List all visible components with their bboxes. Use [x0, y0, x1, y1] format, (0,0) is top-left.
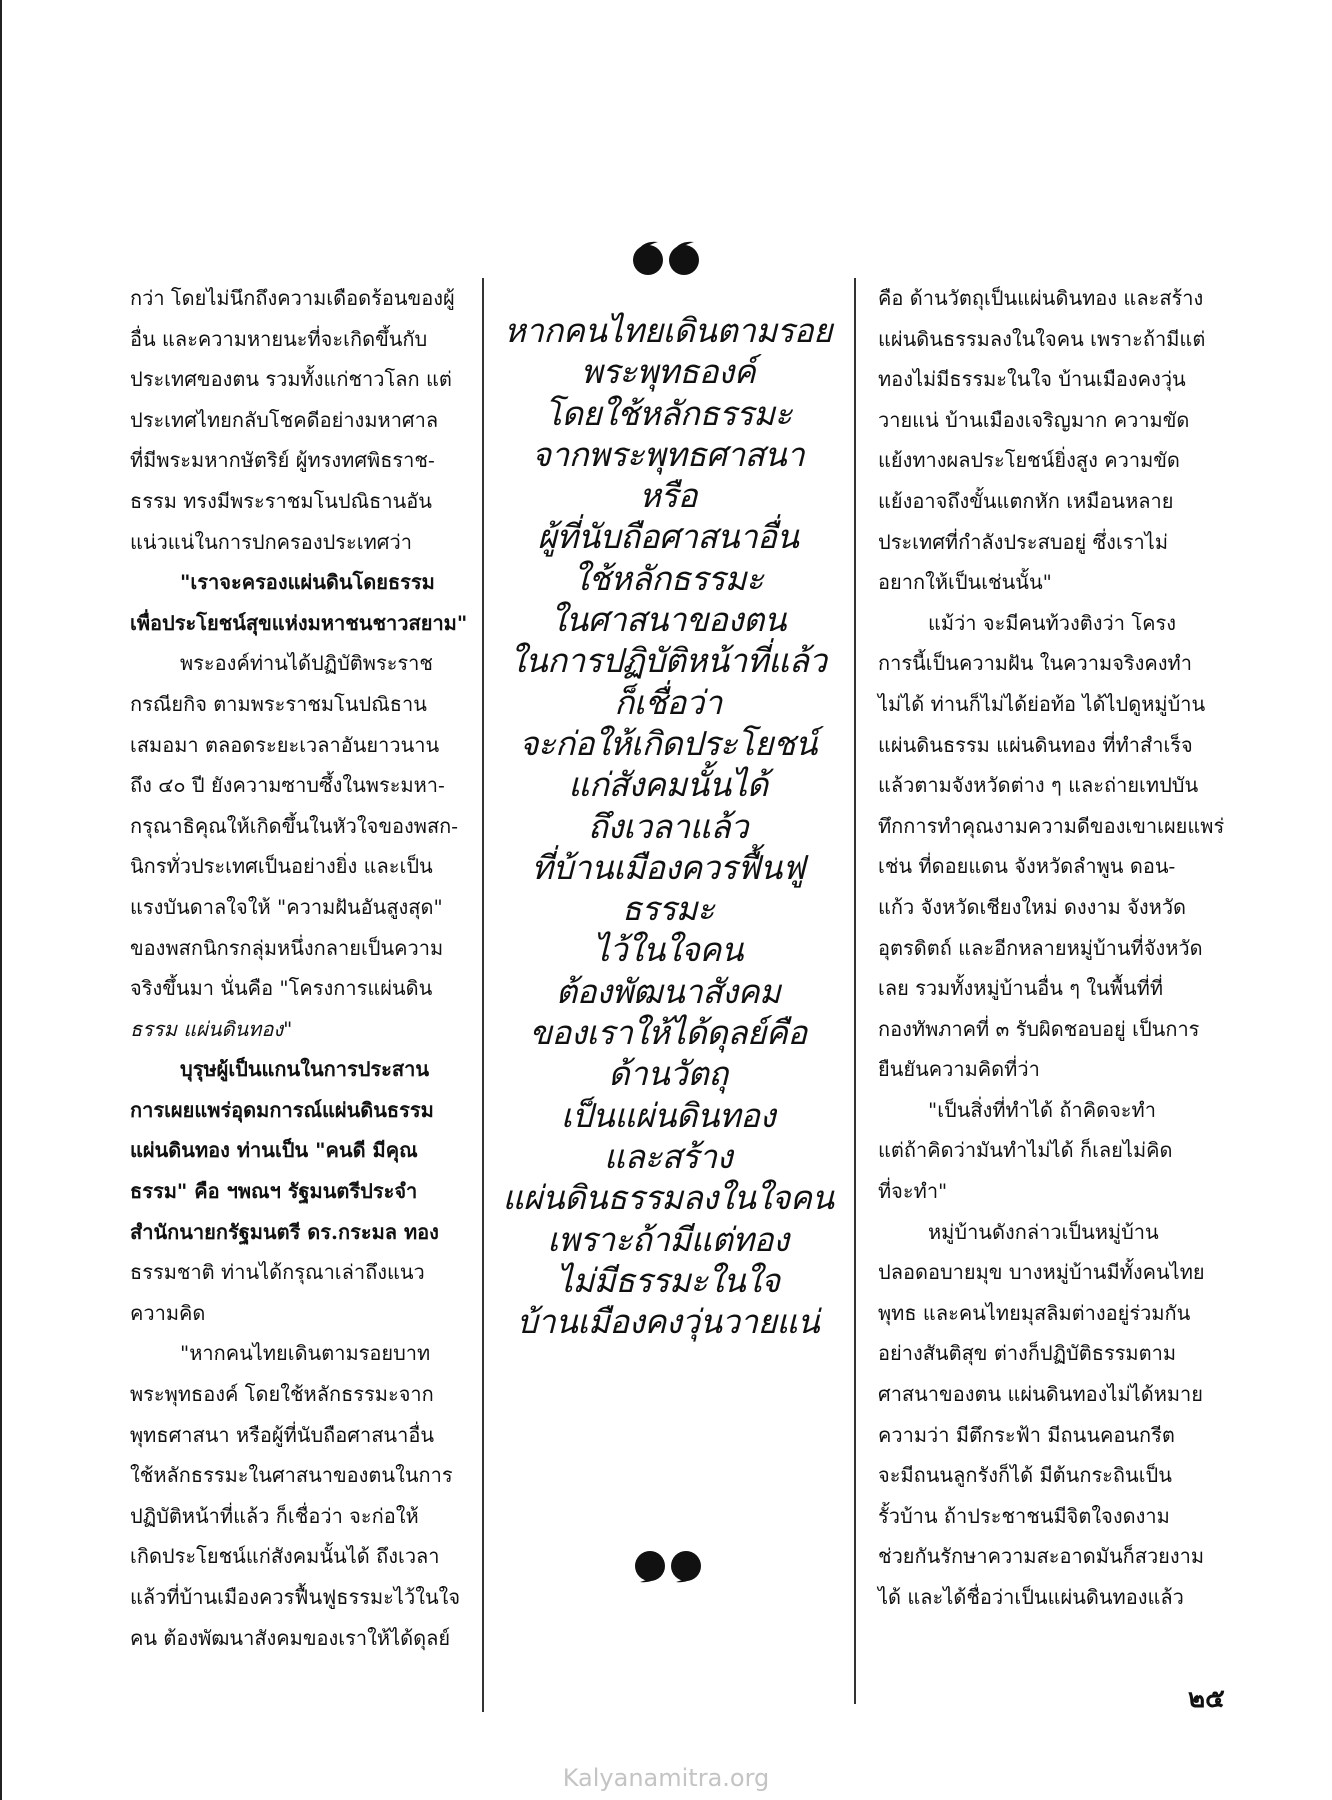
pull-quote-line: ถึงเวลาแล้ว: [587, 806, 749, 846]
column-divider-right: [854, 278, 856, 1704]
text-line: พุทธศาสนา หรือผู้ที่นับถือศาสนาอื่น: [130, 1422, 435, 1447]
text-line: เสมอมา ตลอดระยะเวลาอันยาวนาน: [130, 732, 440, 757]
text-line: เพื่อประโยชน์สุขแห่งมหาชนชาวสยาม": [130, 610, 468, 635]
pull-quote-line: ผู้ที่นับถือศาสนาอื่น: [537, 517, 799, 557]
text-line: แน่วแน่ในการปกครองประเทศว่า: [130, 529, 412, 554]
text-line: ความว่า มีตึกระฟ้า มีถนนคอนกรีต: [878, 1422, 1175, 1447]
text-line: พระองค์ท่านได้ปฏิบัติพระราช: [180, 651, 433, 676]
text-line: ความคิด: [130, 1300, 206, 1325]
pull-quote-line: หรือ: [639, 476, 697, 516]
text-line: เลย รวมทั้งหมู่บ้านอื่น ๆ ในพื้นที่ที่: [878, 976, 1164, 1001]
text-line: กรณียกิจ ตามพระราชมโนปณิธาน: [130, 691, 427, 716]
pull-quote: [482, 310, 854, 1342]
text-line: "เราจะครองแผ่นดินโดยธรรม: [180, 570, 435, 595]
text-line: อื่น และความหายนะที่จะเกิดขึ้นกับ: [130, 326, 428, 351]
close-quote-icon: [628, 1548, 708, 1588]
text-line: วายแน่ บ้านเมืองเจริญมาก ความขัด: [878, 407, 1190, 432]
pull-quote-line: ในศาสนาของตน: [550, 600, 786, 640]
pull-quote-line: บ้านเมืองคงวุ่นวายแน่: [516, 1302, 820, 1342]
text-line: พระพุทธองค์ โดยใช้หลักธรรมะจาก: [130, 1382, 434, 1407]
text-line: "เป็นสิ่งที่ทำได้ ถ้าคิดจะทำ: [928, 1097, 1156, 1122]
pull-quote-line: หากคนไทยเดินตามรอย: [504, 311, 832, 350]
page-edge-line: [0, 0, 2, 1800]
text-line: ที่มีพระมหากษัตริย์ ผู้ทรงทศพิธราช-: [130, 448, 435, 473]
text-line: แผ่นดินทอง ท่านเป็น "คนดี มีคุณ: [130, 1138, 418, 1163]
text-line: เช่น ที่ดอยแดน จังหวัดลำพูน ดอน-: [878, 854, 1176, 879]
text-line: ทองไม่มีธรรมะในใจ บ้านเมืองคงวุ่น: [878, 367, 1186, 392]
pull-quote-line: จากพระพุทธศาสนา: [531, 434, 805, 474]
text-line: ประเทศที่กำลังประสบอยู่ ซึ่งเราไม่: [878, 529, 1168, 554]
text-line: แย้งทางผลประโยชน์ยิ่งสูง ความขัด: [878, 448, 1180, 473]
text-line: ประเทศของตน รวมทั้งแก่ชาวโลก แต่: [130, 367, 452, 392]
text-line: แต่ถ้าคิดว่ามันทำไม่ได้ ก็เลยไม่คิด: [878, 1138, 1173, 1163]
open-quote-icon: [628, 236, 708, 276]
text-line: เกิดประโยชน์แก่สังคมนั้นได้ ถึงเวลา: [130, 1544, 440, 1569]
pull-quote-line: แผ่นดินธรรมลงในใจคน: [502, 1178, 834, 1218]
text-line: ของพสกนิกรกลุ่มหนึ่งกลายเป็นความ: [130, 935, 444, 960]
text-line: สำนักนายกรัฐมนตรี ดร.กระมล ทอง: [130, 1219, 439, 1244]
text-line: จริงขึ้นมา นั่นคือ "โครงการแผ่นดิน: [130, 976, 433, 1001]
pull-quote-line: ของเราให้ได้ดุลย์คือ: [529, 1013, 807, 1053]
text-line: ทึกการทำคุณงามความดีของเขาเผยแพร่: [878, 813, 1225, 838]
pull-quote-line: และสร้าง: [603, 1136, 733, 1176]
text-line: รั้วบ้าน ถ้าประชาชนมีจิตใจงดงาม: [878, 1503, 1170, 1528]
watermark: Kalyanamitra.org: [562, 1764, 770, 1792]
text-line: แล้วตามจังหวัดต่าง ๆ และถ่ายเทปบัน: [878, 773, 1199, 798]
text-line: ได้ และได้ชื่อว่าเป็นแผ่นดินทองแล้ว: [878, 1585, 1184, 1609]
pull-quote-line: ในการปฏิบัติหน้าที่แล้ว: [509, 641, 827, 681]
text-line: แผ่นดินธรรม แผ่นดินทอง ที่ทำสำเร็จ: [878, 732, 1193, 757]
text-line: ธรรมชาติ ท่านได้กรุณาเล่าถึงแนว: [130, 1260, 425, 1285]
text-line: กว่า โดยไม่นึกถึงความเดือดร้อนของผู้: [130, 286, 455, 310]
pull-quote-line: จะก่อให้เกิดประโยชน์: [519, 723, 817, 763]
text-line: คน ต้องพัฒนาสังคมของเราให้ได้ดุลย์: [130, 1625, 451, 1650]
text-line: นิกรทั่วประเทศเป็นอย่างยิ่ง และเป็น: [130, 854, 433, 879]
pull-quote-line: เป็นแผ่นดินทอง: [560, 1095, 776, 1135]
text-line: พุทธ และคนไทยมุสลิมต่างอยู่ร่วมกัน: [878, 1300, 1191, 1325]
pull-quote-line: ใช้หลักธรรมะ: [572, 558, 764, 598]
text-line: แผ่นดินธรรมลงในใจคน เพราะถ้ามีแต่: [878, 326, 1206, 351]
text-line: "หากคนไทยเดินตามรอยบาท: [180, 1341, 431, 1366]
text-line: ถึง ๔๐ ปี ยังความซาบซึ้งในพระมหา-: [130, 773, 445, 798]
page-number: ๒๕: [1188, 1684, 1225, 1714]
text-line: ใช้หลักธรรมะในศาสนาของตนในการ: [130, 1463, 453, 1488]
text-line: ธรรม ทรงมีพระราชมโนปณิธานอัน: [130, 488, 432, 513]
text-line: ปฏิบัติหน้าที่แล้ว ก็เชื่อว่า จะก่อให้: [130, 1503, 419, 1528]
pull-quote-line: โดยใช้หลักธรรมะ: [544, 393, 792, 433]
text-line: แล้วที่บ้านเมืองควรฟื้นฟูธรรมะไว้ในใจ: [130, 1585, 461, 1609]
left-column: [130, 278, 468, 1658]
pull-quote-line: ไว้ในใจคน: [593, 930, 743, 970]
pull-quote-line: ธรรมะ: [621, 889, 715, 929]
text-line: การเผยแพร่อุดมการณ์แผ่นดินธรรม: [130, 1097, 434, 1122]
pull-quote-line: แก่สังคมนั้นได้: [568, 765, 768, 805]
text-line: ศาสนาของตน แผ่นดินทองไม่ได้หมาย: [878, 1382, 1204, 1407]
text-line: แก้ว จังหวัดเชียงใหม่ ดงงาม จังหวัด: [878, 894, 1187, 919]
text-line: อุตรดิตถ์ และอีกหลายหมู่บ้านที่จังหวัด: [878, 935, 1203, 960]
text-line: คือ ด้านวัตถุเป็นแผ่นดินทอง และสร้าง: [878, 286, 1204, 310]
text-line: ธรรม" คือ ฯพณฯ รัฐมนตรีประจำ: [130, 1179, 418, 1204]
pull-quote-line: ที่บ้านเมืองควรฟื้นฟู: [531, 847, 805, 887]
text-line: อยากให้เป็นเช่นนั้น": [878, 570, 1052, 595]
text-line: แม้ว่า จะมีคนท้วงติงว่า โครง: [928, 610, 1176, 635]
text-line: กองทัพภาคที่ ๓ รับผิดชอบอยู่ เป็นการ: [878, 1016, 1200, 1041]
pull-quote-line: เพราะถ้ามีแต่ทอง: [547, 1219, 789, 1259]
text-line: ช่วยกันรักษาความสะอาดมันก็สวยงาม: [878, 1544, 1205, 1569]
text-line: ปลอดอบายมุข บางหมู่บ้านมีทั้งคนไทย: [878, 1260, 1205, 1285]
text-line: อย่างสันติสุข ต่างก็ปฏิบัติธรรมตาม: [878, 1341, 1177, 1366]
text-line: ที่จะทำ": [878, 1179, 948, 1204]
text-line: แรงบันดาลใจให้ "ความฝันอันสูงสุด": [130, 894, 443, 919]
text-line: ธรรม แผ่นดินทอง": [130, 1016, 293, 1041]
text-line: กรุณาธิคุณให้เกิดขึ้นในหัวใจของพสก-: [130, 813, 459, 838]
text-line: ยืนยันความคิดที่ว่า: [878, 1057, 1040, 1082]
text-line: การนี้เป็นความฝัน ในความจริงคงทำ: [878, 651, 1192, 676]
right-column: [878, 278, 1225, 1618]
pull-quote-line: ก็เชื่อว่า: [614, 682, 722, 722]
text-line: ไม่ได้ ท่านก็ไม่ได้ย่อท้อ ได้ไปดูหมู่บ้าน: [878, 691, 1206, 716]
pull-quote-line: พระพุทธองค์: [580, 352, 756, 392]
text-line: ประเทศไทยกลับโชคดีอย่างมหาศาล: [130, 407, 439, 432]
pull-quote-line: ต้องพัฒนาสังคม: [555, 971, 781, 1011]
text-line: แย้งอาจถึงขั้นแตกหัก เหมือนหลาย: [878, 488, 1174, 513]
text-line: จะมีถนนลูกรังก็ได้ มีต้นกระถินเป็น: [878, 1463, 1172, 1488]
text-line: หมู่บ้านดังกล่าวเป็นหมู่บ้าน: [928, 1219, 1159, 1244]
text-line: บุรุษผู้เป็นแกนในการประสาน: [180, 1057, 430, 1082]
pull-quote-line: ด้านวัตถุ: [608, 1054, 728, 1094]
pull-quote-line: ไม่มีธรรมะในใจ: [556, 1260, 780, 1300]
